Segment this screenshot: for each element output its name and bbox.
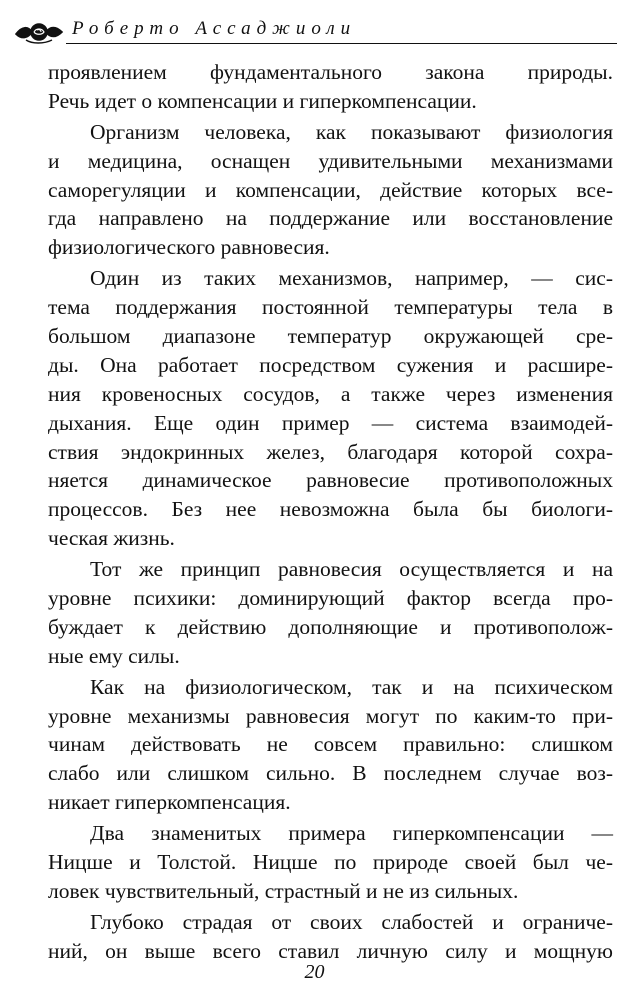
text-line: буждает к действию дополняющие и противополож- xyxy=(48,614,613,639)
text-line: гда направлено на поддержание или восстановление xyxy=(48,206,613,231)
text-line: Глубоко страдая от своих слабостей и ограниче- xyxy=(90,909,613,934)
page-number: 20 xyxy=(304,961,325,983)
text-line: Один из таких механизмов, например, — сис- xyxy=(90,266,613,291)
text-line: уровне механизмы равновесия могут по каким-то при- xyxy=(48,703,613,728)
header-rule xyxy=(66,43,617,44)
text-line: тема поддержания постоянной температуры тела в xyxy=(48,295,613,320)
text-line: Речь идет о компенсации и гиперкомпенсации. xyxy=(48,88,477,113)
text-line: ствия эндокринных желез, благодаря которой сохра- xyxy=(48,439,613,464)
text-line: дыхания. Еще один пример — система взаимодей- xyxy=(48,410,613,435)
text-line: ные ему силы. xyxy=(48,643,180,668)
text-line: проявлением фундаментального закона природы. xyxy=(48,60,613,84)
body-text xyxy=(48,58,613,966)
text-line: чинам действовать не совсем правильно: слишком xyxy=(48,732,613,757)
text-line: процессов. Без нее невозможна была бы биологи- xyxy=(48,497,613,522)
text-line: физиологического равновесия. xyxy=(48,235,330,260)
text-line: слабо или слишком сильно. В последнем случае воз- xyxy=(48,761,613,786)
text-line: ческая жизнь. xyxy=(48,526,175,551)
text-line: ды. Она работает посредством сужения и расшире- xyxy=(48,352,613,377)
text-line: ловек чувствительный, страстный и не из сильных. xyxy=(48,878,519,903)
text-line: и медицина, оснащен удивительными механизмами xyxy=(48,148,613,173)
text-line: Как на физиологическом, так и на психическом xyxy=(90,674,613,699)
rose-ornament-icon xyxy=(14,20,64,46)
text-line: Ницше и Толстой. Ницше по природе своей был че- xyxy=(48,850,613,875)
text-line: большом диапазоне температур окружающей сре- xyxy=(48,324,613,349)
text-line: Два знаменитых примера гиперкомпенсации — xyxy=(90,821,613,846)
text-line: никает гиперкомпенсация. xyxy=(48,790,291,815)
text-line: уровне психики: доминирующий фактор всегда про- xyxy=(48,586,613,611)
running-header xyxy=(14,16,617,50)
book-author: Роберто Ассаджиоли xyxy=(72,18,357,39)
text-line: ний, он выше всего ставил личную силу и мощную xyxy=(48,938,613,963)
text-line: Тот же принцип равновесия осуществляется и на xyxy=(90,557,613,582)
text-line: няется динамическое равновесие противоположных xyxy=(48,468,613,493)
text-line: Организм человека, как показывают физиология xyxy=(90,119,613,144)
text-line: саморегуляции и компенсации, действие которых все- xyxy=(48,177,613,202)
text-line: ния кровеносных сосудов, а также через изменения xyxy=(48,381,613,406)
